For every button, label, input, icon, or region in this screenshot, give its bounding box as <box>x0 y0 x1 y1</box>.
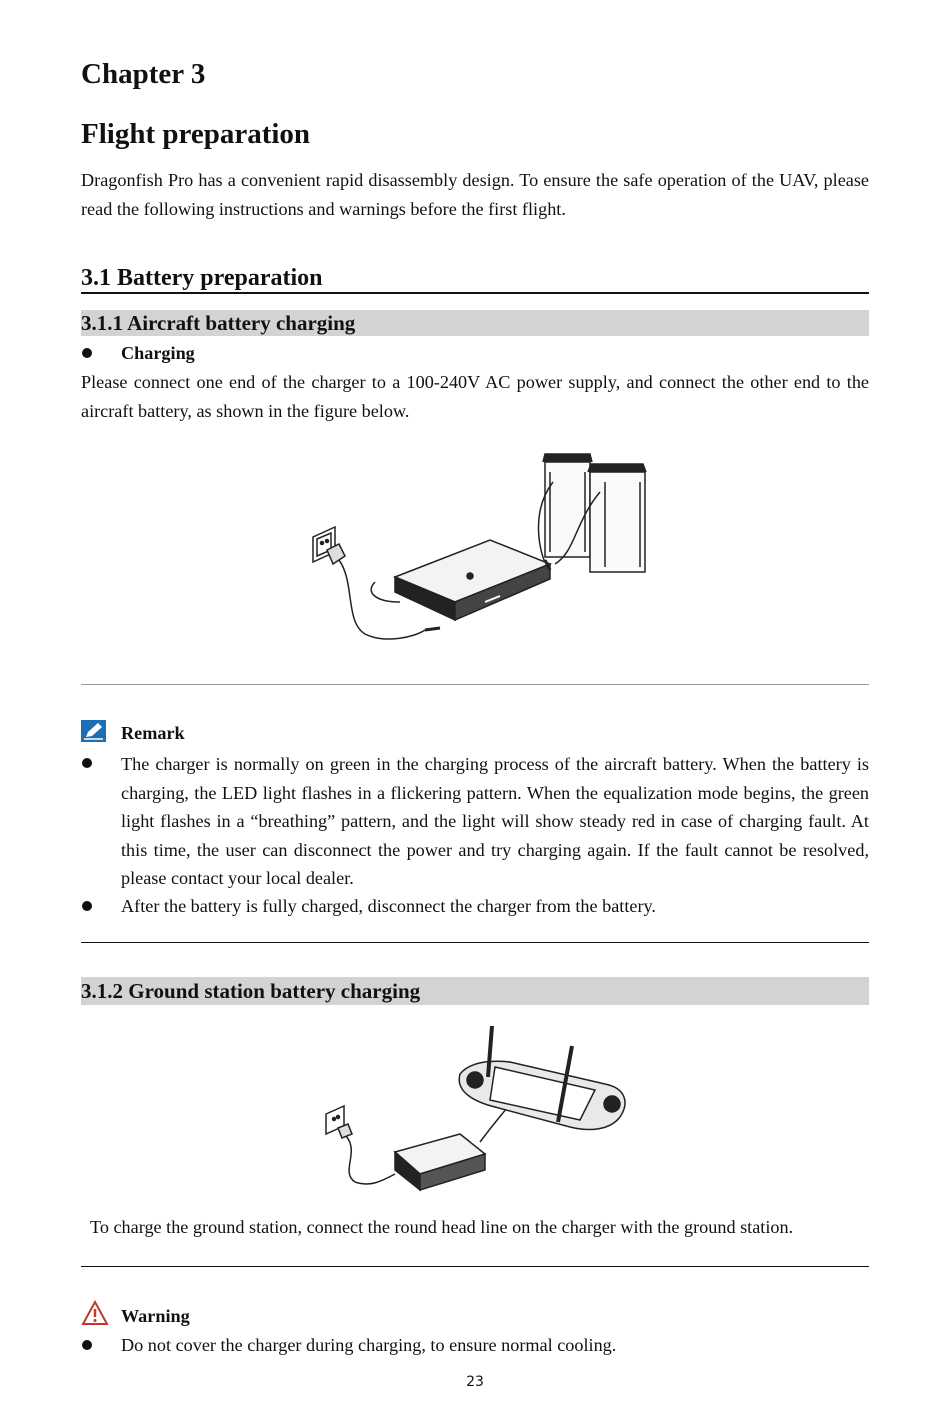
aircraft-charger-figure <box>305 452 655 652</box>
ground-station-caption: To charge the ground station, connect the round head line on the charger with the ground station. <box>90 1217 794 1237</box>
warning-triangle-icon <box>81 1300 109 1326</box>
section-heading-3-1: 3.1 Battery preparation <box>81 262 869 294</box>
subsection-heading-3-1-2: 3.1.2 Ground station battery charging <box>81 977 869 1005</box>
remark-item: The charger is normally on green in the charging process of the aircraft battery. When the battery is charging, the LED light flashes in a flickering pattern. When the equalization mode begins, the green light flashes in a “breathing” pattern, and the light will show steady red in case of charging fault. At this time, the user can disconnect the power and try charging again. If the fault cannot be resolved, please contact your local dealer. <box>121 754 869 889</box>
divider <box>81 1266 869 1267</box>
ground-station-charger-figure <box>320 1022 640 1192</box>
remark-pencil-icon <box>81 720 106 742</box>
intro-paragraph: Dragonfish Pro has a convenient rapid disassembly design. To ensure the safe operation of the UAV, please read the following instructions and warnings before the first flight. <box>81 170 869 219</box>
bullet-icon <box>82 348 92 358</box>
charging-paragraph: Please connect one end of the charger to a 100-240V AC power supply, and connect the other end to the aircraft battery, as shown in the figure below. <box>81 372 869 421</box>
charging-label: Charging <box>121 343 195 363</box>
warning-item: Do not cover the charger during charging, to ensure normal cooling. <box>121 1335 617 1355</box>
divider <box>81 684 869 685</box>
bullet-icon <box>82 758 92 768</box>
page-number: 23 <box>466 1374 484 1390</box>
divider <box>81 942 869 943</box>
subsection-heading-3-1-1: 3.1.1 Aircraft battery charging <box>81 310 869 336</box>
chapter-label: Chapter 3 <box>81 58 206 90</box>
warning-label: Warning <box>121 1306 190 1326</box>
bullet-icon <box>82 901 92 911</box>
bullet-icon <box>82 1340 92 1350</box>
remark-label: Remark <box>121 723 185 743</box>
remark-item: After the battery is fully charged, disconnect the charger from the battery. <box>121 896 656 916</box>
page-title: Flight preparation <box>81 118 311 150</box>
